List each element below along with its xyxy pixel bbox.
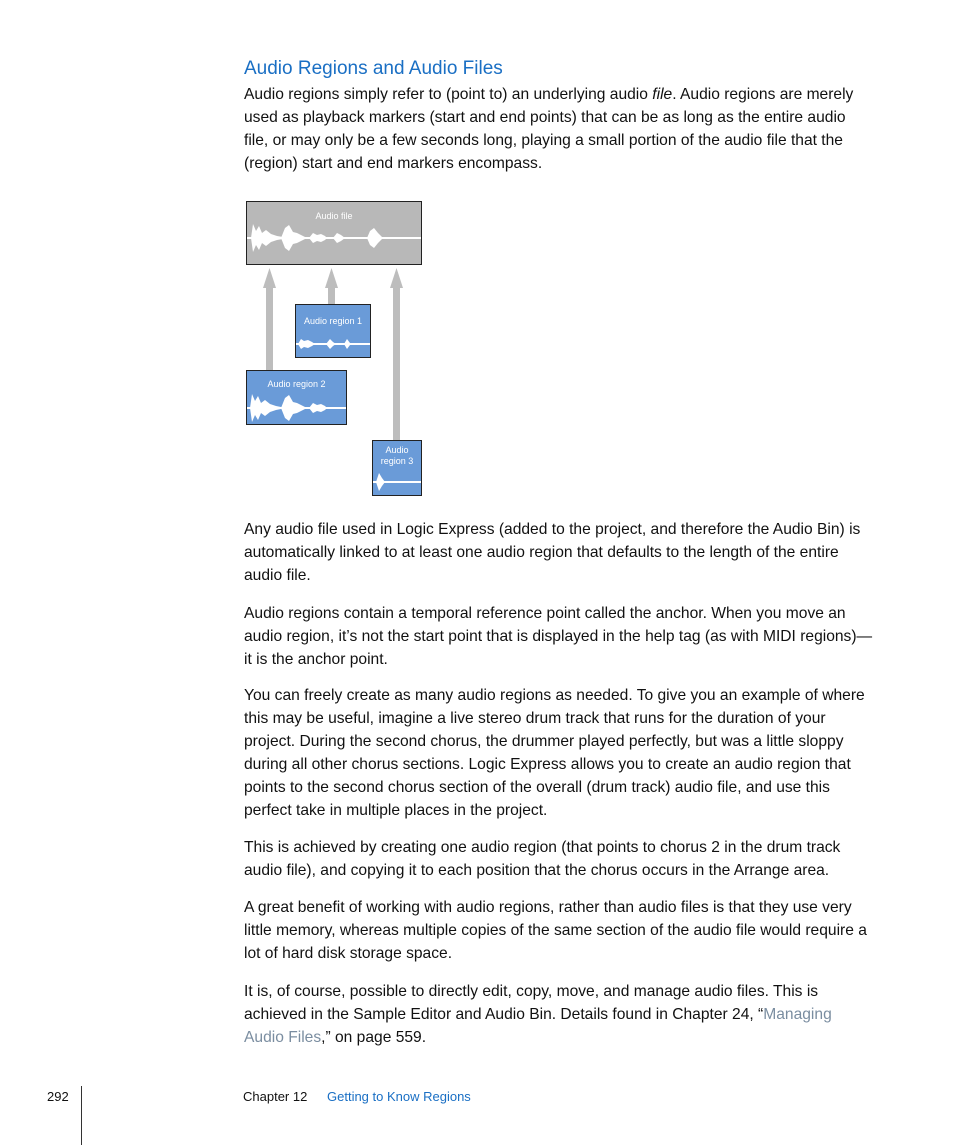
paragraph-6-text-before: It is, of course, possible to directly edit, copy, move, and manage audio files. This is achieved in the Sample Editor and Audio Bin. Details found in Chapter 24, “ (244, 983, 819, 1023)
paragraph-6-text-after: ,” on page 559. (321, 1029, 427, 1046)
page-number: 292 (47, 1089, 69, 1104)
audio-region-2-label: Audio region 2 (267, 379, 326, 389)
intro-emphasis: file (652, 86, 673, 103)
paragraph-5: A great benefit of working with audio regions, rather than audio files is that they use very little memory, whereas multiple copies of the same section of the audio file would require a lot of hard disk storage space. (244, 899, 867, 962)
audio-region-1-label: Audio region 1 (303, 316, 363, 326)
paragraph-2: Audio regions contain a temporal reference point called the anchor. When you move an audio region, it’s not the start point that is displayed in the help tag (as with MIDI regions)—it is the anchor point. (244, 605, 873, 668)
audio-region-2-box (246, 370, 347, 425)
footer-chapter: Chapter 12 (243, 1089, 308, 1104)
intro-text-before: Audio regions simply refer to (point to) an underlying audio (244, 86, 653, 103)
audio-region-2-waveform (247, 391, 346, 425)
footer-divider (81, 1086, 82, 1145)
audio-file-box (246, 201, 422, 265)
footer-chapter-title[interactable]: Getting to Know Regions (327, 1089, 471, 1104)
managing-audio-files-link[interactable]: Managing Audio Files (244, 1006, 832, 1046)
intro-text-after: . Audio regions are merely used as playback markers (start and end points) that can be as long as the entire audio file, or may only be a few seconds long, playing a small portion of the audio file that the (region) start and end markers encompass. (244, 86, 854, 172)
audio-file-waveform (247, 222, 421, 262)
audio-file-label: Audio file (315, 211, 353, 221)
audio-region-1-box (295, 304, 371, 358)
audio-region-3-waveform (373, 470, 421, 494)
paragraph-4: This is achieved by creating one audio region (that points to chorus 2 in the drum track audio file), and copying it to each position that the chorus occurs in the Arrange area. (244, 839, 841, 879)
audio-region-3-label-line2: region 3 (380, 456, 414, 466)
paragraph-1: Any audio file used in Logic Express (added to the project, and therefore the Audio Bin) is automatically linked to at least one audio region that defaults to the length of the entire audio file. (244, 521, 861, 584)
paragraph-3: You can freely create as many audio regions as needed. To give you an example of where this may be useful, imagine a live stereo drum track that runs for the duration of your project. During the second chorus, the drummer played perfectly, but was a little sloppy during all other chorus sections. Logic Express allows you to create an audio region that points to the second chorus section of the overall (drum track) audio file, and use this perfect take in multiple places in the project. (244, 687, 865, 819)
audio-region-1-waveform (296, 333, 370, 355)
paragraph-6 (244, 980, 874, 1049)
audio-region-3-box (372, 440, 422, 496)
audio-region-3-label-line1: Audio (385, 445, 409, 455)
section-heading: Audio Regions and Audio Files (244, 58, 503, 79)
